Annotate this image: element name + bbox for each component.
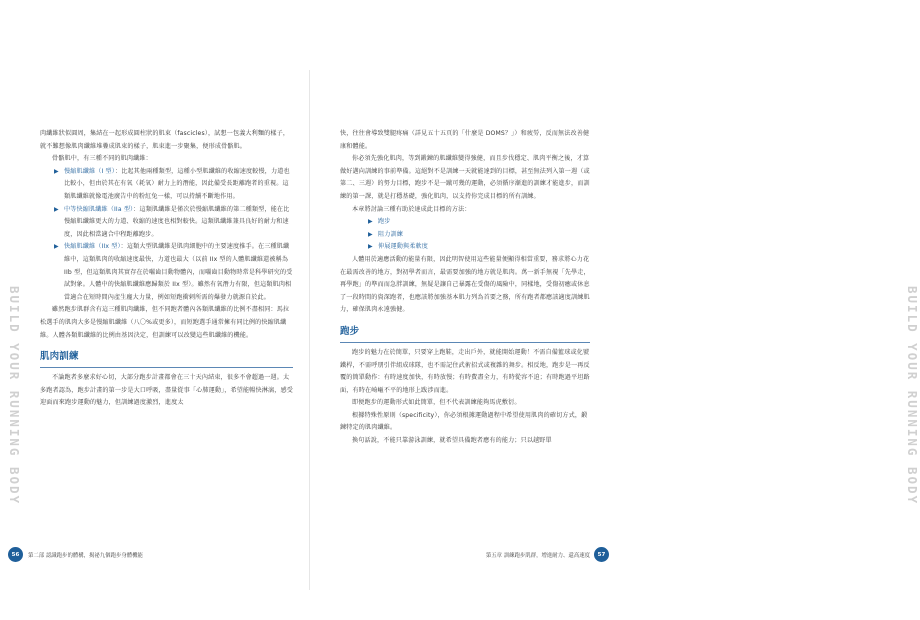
section-title: 肌肉訓練 — [40, 351, 79, 363]
fiber-type-item — [40, 241, 293, 304]
side-label-left: BUILD YOUR RUNNING BODY — [7, 286, 22, 506]
list-intro: 骨骼肌中，有三種不同的肌肉纖維： — [52, 155, 152, 163]
method-bullet-label: 伸展運動與柔軟度 — [378, 243, 428, 251]
method-bullet — [340, 216, 590, 229]
right-text-column — [340, 128, 590, 448]
paragraph: 快，往往會導致雙腿疼痛（詳見五十五頁的「什麼是 DOMS？」）和疲勞，反而無法改善健康和體能。 — [340, 130, 590, 150]
bullet-triangle-icon: ▶ — [54, 167, 59, 175]
section-rule — [40, 367, 293, 368]
fiber-type-term: 快縮肌纖維（IIx 型） — [64, 243, 121, 251]
left-page — [0, 0, 310, 620]
method-bullet-label: 阻力訓練 — [378, 230, 403, 238]
right-page — [310, 0, 920, 620]
fiber-type-item — [40, 204, 293, 242]
paragraph: 跑步的魅力在於簡單，只要穿上跑鞋，走出戶外，就能開始運動！不需自備籃球或化號鐵桿，不需呼朋引伴組成球隊，也不需記住武術招式或複雜的舞步。相反地，跑步是一再反覆的簡單動作：有時速度加快，有時放慢；有時費盡全力，有時從容不迫；有時跑過平坦路面，有時在崎嶇不平的地形上跋涉而進。 — [340, 348, 590, 394]
paragraph: 人體用於適應活動的能量有限，因此明智使用這些能量便顯得相當重要，務求將心力花在最需改善的地方，對初學者而言，最需要加強的地方就是肌肉。萬一新手無視「先學走，再學跑」的準而而急胖訓練，無疑是讓自己暴露在受傷的風險中，同樣地，受傷初癒或休息了一段時間的資深跑者，也應該將加強基本肌力列為首要之務，所有跑者都應該適度訓練肌力，確保肌肉永遠強健。 — [340, 255, 590, 314]
fiber-type-item — [40, 166, 293, 204]
page-number: 56 — [8, 547, 23, 562]
fiber-type-desc: ：比起其他兩種類型，這種小型肌纖維的收縮速度較慢，力道也比較小，但由於其在有氧（耗氧）耐力上的潛能，因此備受長距離跑者的重視。這類肌纖維就像電池廣告中的粉紅兔一樣，可以持續不斷地作用。 — [64, 167, 290, 200]
paragraph: 你必須先強化肌肉，等到鍛鍊的肌纖維變得強健，而且步伐穩定、肌肉平衡之後，才算做好邁向訓練的事前準備。這絕對不是訓練一天就能達到的目標，甚至無法列入第一週（或第二、三週）的努力目標，跑步不是一蹴可幾的運動，必須循序漸進的訓練才能進步，而訓練的第一課，就是打穩基礎，強化肌肉，以支持你完成目標的所有訓練。 — [340, 155, 590, 200]
paragraph: 不論跑者多麼求好心切，大部分跑步計畫都會在三十天內結束，很多不會超過一週。太多跑者認為，跑步計畫的第一步是大口呼吸，盡量從事「心肺運動」，希望能暢快淋漓，感受迎面而來跑步運動的魅力，但訓練過度激烈，進度太 — [40, 374, 293, 407]
paragraph: 雖然跑步肌群含有這三種肌肉纖維，但不同跑者體內各類肌纖維的比例不盡相同：馬拉松選手的肌肉大多是慢縮肌纖維（八〇%或更多），而短跑選手通常擁有同比例的快縮肌纖維。人體各類肌纖維的比例由基因決定，但訓練可以改變這些肌纖維的機能。 — [40, 306, 290, 339]
bullet-triangle-icon: ▶ — [368, 218, 373, 226]
method-bullet — [340, 241, 590, 254]
section-title: 跑步 — [340, 325, 360, 337]
paragraph: 根據特殊性原則（specificity），你必須根據運動過程中希望使用肌肉的確切方式，鍛鍊特定的肌肉纖維。 — [340, 411, 588, 432]
paragraph: 本章將討論三種有助於達成此目標的方法： — [352, 205, 471, 213]
paragraph: 肉纖維狀似圓周，集結在一起形成圓柱狀的肌束（fascicles），試想一包義大利麵的樣子，就不難想像肌肉纖維堆疊成肌束的樣子，肌束進一步聚集，便形成骨骼肌。 — [40, 130, 290, 150]
left-text-column — [40, 128, 293, 410]
bullet-triangle-icon: ▶ — [368, 243, 373, 251]
section-rule — [340, 342, 590, 343]
page-number: 57 — [594, 547, 609, 562]
fiber-type-term: 中等快縮肌纖維（IIa 型） — [64, 205, 134, 213]
fiber-type-desc: ：這類大型肌纖維是肌肉細胞中的主要速度推手。在三種肌纖維中，這類肌肉的收縮速度最快，力道也最大（以前 IIx 型的人體肌纖維還被稱為 IIb 型，但這類肌肉其實存在於囓齒目動物體內，而囓齒目動物時常是科學研究的受試對象。人體中的快縮肌纖維應歸類於 IIx 型）。雖然有氧潛力有限，但這類肌肉相當適合在短時間內產生龐大力量，例如短跑衝刺所需的爆發力就源自於此。 — [64, 243, 293, 301]
side-label-right: BUILD YOUR RUNNING BODY — [905, 286, 920, 506]
bullet-triangle-icon: ▶ — [368, 230, 373, 238]
paragraph: 即便跑步的運動形式如此簡單，但不代表訓練能夠馬虎敷衍。 — [352, 399, 521, 407]
method-bullet — [340, 229, 590, 242]
fiber-type-term: 慢縮肌纖維（I 型） — [64, 167, 115, 175]
method-bullet-label: 跑步 — [378, 218, 391, 226]
bullet-triangle-icon: ▶ — [54, 205, 59, 213]
paragraph: 換句話說，不能只靠游泳訓練，就希望具備跑者應有的能力；只以越野單 — [352, 437, 552, 445]
running-footer: 第二部 認識跑步的體構，揭祕九個跑步身體機能 — [28, 553, 143, 559]
bullet-triangle-icon: ▶ — [54, 243, 59, 251]
running-footer: 第五章 訓練跑步肌群，增進耐力、還高速度 — [485, 553, 590, 559]
fiber-type-desc: ：這類肌纖維是僅次於慢縮肌纖維的第二種類型，能在比慢縮肌纖維更大的力道、收縮的速度也相對較快。這類肌纖維兼具良好的耐力和速度，因此相當適合中程距離跑步。 — [64, 205, 290, 238]
